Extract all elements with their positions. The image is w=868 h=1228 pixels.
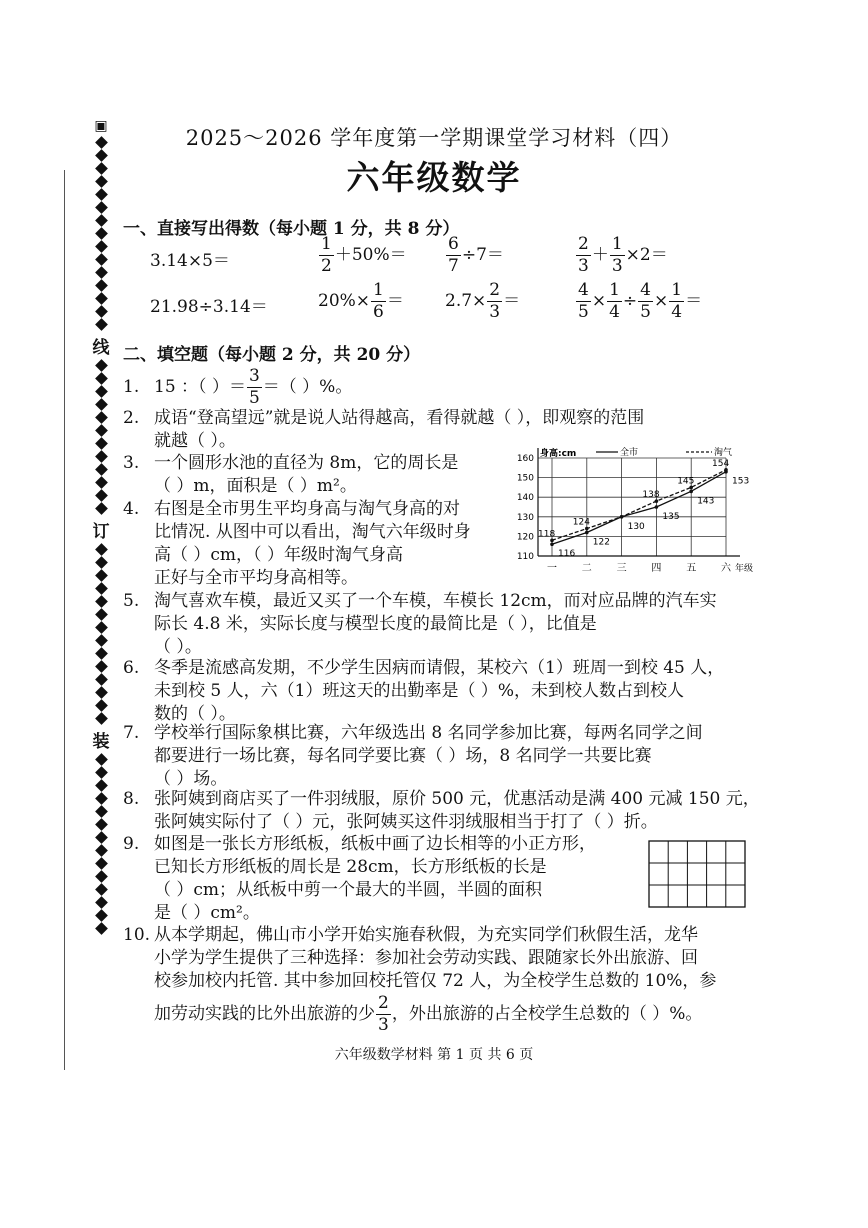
binding-diamond — [95, 437, 108, 450]
binding-margin — [90, 118, 112, 937]
binding-diamond — [95, 608, 108, 621]
question-text: 冬季是流感高发期，不少学生因病而请假，某校六（1）班周一到校 45 人， 未到校 5 人，六（1）班这天的出勤率是（ ）%，未到校人数占到校人 数的（ ）。 — [154, 658, 725, 724]
binding-diamond — [95, 411, 108, 424]
fraction: $\frac{2}{3}$ — [378, 993, 389, 1035]
question-10 — [123, 924, 783, 1036]
fraction: $\frac{1}{4}$ — [671, 280, 683, 322]
chart-point — [550, 542, 554, 546]
fraction: $\frac{1}{3}$ — [611, 234, 623, 276]
question-text: 右图是全市男生平均身高与淘气身高的对 比情况. 从图中可以看出，淘气六年级时身 高（ ）cm，（ ）年级时淘气身高 正好与全市平均身高相等。 — [154, 499, 471, 588]
binding-diamond — [95, 686, 108, 699]
binding-diamond — [95, 543, 108, 556]
question-text: 一个圆形水池的直径为 8m，它的周长是 （ ）m，面积是（ ）m²。 — [154, 453, 459, 496]
binding-char-ding: 订 — [92, 522, 110, 542]
chart-x-tick-label: 六 — [721, 563, 731, 574]
binding-diamond — [95, 805, 108, 818]
binding-diamond — [95, 253, 108, 266]
chart-y-axis-label: 身高:cm — [540, 449, 577, 459]
chart-data-label: 118 — [538, 529, 556, 540]
binding-diamond — [95, 896, 108, 909]
binding-diamond — [95, 201, 108, 214]
binding-diamond — [95, 766, 108, 779]
question-number: 6. — [123, 658, 140, 678]
question-6 — [123, 657, 763, 727]
question-number: 1. — [123, 377, 140, 397]
binding-diamond — [95, 831, 108, 844]
binding-diamond — [95, 318, 108, 331]
chart-data-label: 124 — [572, 517, 590, 528]
chart-data-label: 122 — [592, 537, 610, 548]
question-3 — [123, 452, 523, 500]
binding-diamond — [95, 870, 108, 883]
question-number: 2. — [123, 408, 140, 428]
chart-data-label: 153 — [732, 476, 750, 487]
chart-y-tick-label: 150 — [516, 473, 534, 484]
fraction: $\frac{3}{5}$ — [248, 366, 260, 408]
fraction: $\frac{1}{2}$ — [321, 234, 332, 276]
calc-b3: 2.7× $\frac{2}{3}$ ＝ — [445, 280, 521, 322]
binding-diamond — [95, 502, 108, 515]
question-7 — [123, 722, 763, 792]
chart-point — [585, 531, 589, 535]
binding-diamond — [95, 621, 108, 634]
grid-outer-rect — [649, 841, 745, 907]
book-icon: ▣ — [94, 118, 108, 134]
chart-point — [689, 490, 693, 494]
chart-x-tick-label: 二 — [581, 563, 592, 574]
chart-data-label: 145 — [677, 476, 695, 487]
page-footer: 六年级数学材料 第 1 页 共 6 页 — [334, 1047, 534, 1063]
binding-diamond — [95, 450, 108, 463]
chart-legend-label: 淘气 — [714, 448, 733, 458]
chart-x-tick-label: 四 — [651, 563, 662, 574]
chart-legend-label: 全市 — [620, 448, 639, 458]
fraction: $\frac{6}{7}$ — [448, 234, 459, 276]
chart-data-label: 116 — [558, 549, 576, 560]
binding-diamond — [95, 883, 108, 896]
question-4 — [123, 498, 523, 592]
question-text: 张阿姨到商店买了一件羽绒服，原价 500 元，优惠活动是满 400 元减 150 元， 张阿姨实际付了（ ）元，张阿姨买这件羽绒服相当于打了（ ）折。 — [154, 789, 760, 832]
binding-diamond — [95, 359, 108, 372]
question-number: 5. — [123, 591, 140, 611]
question-8 — [123, 788, 763, 836]
binding-diamond — [95, 582, 108, 595]
calc-a1: 3.14×5＝ — [150, 251, 230, 271]
question-text: 从本学期起，佛山市小学开始实施春秋假，为充实同学们秋假生活，龙华 小学为学生提供了三种选择：参加社会劳动实践、跟随家长外出旅游、回 校参加校内托管. 其中参加回校托管仅 72 人，为全校学生总数的 10%，参 加劳动实践的比外出旅游的少 $\frac{2}{3}$ ，外出旅游的占全校学生总数的（ ）%。 — [154, 925, 717, 1035]
binding-diamond — [95, 489, 108, 502]
calc-b4: $\frac{4}{5}$ × $\frac{1}{4}$ ÷ $\frac{4}{5}$ × $\frac{1}{4}$ ＝ — [578, 280, 703, 322]
binding-diamond — [95, 292, 108, 305]
fraction: $\frac{4}{5}$ — [640, 280, 651, 322]
binding-diamond — [95, 779, 108, 792]
binding-diamonds-mid2 — [90, 545, 112, 723]
binding-diamonds-bot — [90, 755, 112, 933]
binding-diamond — [95, 922, 108, 935]
binding-diamond — [95, 569, 108, 582]
binding-diamond — [95, 305, 108, 318]
binding-diamond — [95, 214, 108, 227]
binding-line-left — [64, 170, 65, 1070]
binding-diamond — [95, 844, 108, 857]
binding-diamond — [95, 463, 108, 476]
chart-x-tick-label: 一 — [547, 563, 557, 574]
chart-data-label: 154 — [712, 458, 730, 469]
binding-diamond — [95, 660, 108, 673]
section1-heading: 一、直接写出得数（每小题 1 分，共 8 分） — [123, 219, 460, 239]
binding-diamond — [95, 699, 108, 712]
chart-x-axis-label: 年级 — [734, 564, 754, 574]
question-number: 10. — [123, 925, 151, 945]
calc-b2: 20%× $\frac{1}{6}$ ＝ — [318, 280, 404, 322]
binding-diamond — [95, 634, 108, 647]
paper-title: 2025～2026 学年度第一学期课堂学习材料（四） — [185, 126, 683, 150]
binding-diamond — [95, 595, 108, 608]
rectangle-grid-figure — [648, 840, 746, 908]
question-1 — [123, 368, 763, 408]
question-9 — [123, 833, 643, 927]
question-number: 8. — [123, 789, 140, 809]
calc-b1: 21.98÷3.14＝ — [150, 297, 268, 317]
binding-diamond — [95, 398, 108, 411]
binding-diamond — [95, 792, 108, 805]
chart-point — [620, 515, 624, 519]
chart-data-label: 143 — [697, 496, 715, 507]
height-line-chart — [508, 444, 756, 580]
binding-diamond — [95, 240, 108, 253]
question-text: 学校举行国际象棋比赛，六年级选出 8 名同学参加比赛，每两名同学之间 都要进行一场比赛，每名同学要比赛（ ）场，8 名同学一共要比赛 （ ）场。 — [154, 723, 703, 789]
binding-diamond — [95, 647, 108, 660]
binding-diamond — [95, 424, 108, 437]
question-number: 4. — [123, 499, 140, 519]
binding-diamond — [95, 372, 108, 385]
chart-y-tick-label: 120 — [516, 532, 534, 543]
binding-diamond — [95, 476, 108, 489]
question-text: 成语“登高望远”就是说人站得越高，看得就越（ ），即观察的范围 就越（ ）。 — [154, 408, 645, 451]
calc-a3: $\frac{6}{7}$ ÷7＝ — [448, 234, 504, 276]
calc-a4: $\frac{2}{3}$ ＋ $\frac{1}{3}$ ×2＝ — [578, 234, 668, 276]
section2-heading: 二、填空题（每小题 2 分，共 20 分） — [123, 345, 421, 365]
binding-diamond — [95, 227, 108, 240]
binding-diamond — [95, 857, 108, 870]
chart-y-tick-label: 160 — [516, 454, 534, 464]
binding-diamond — [95, 909, 108, 922]
chart-x-tick-label: 五 — [686, 563, 697, 574]
question-5 — [123, 590, 763, 660]
fraction: $\frac{1}{4}$ — [609, 280, 620, 322]
fraction: $\frac{2}{3}$ — [489, 280, 501, 322]
chart-x-tick-label: 三 — [616, 563, 627, 574]
chart-point — [655, 505, 659, 509]
calc-a2: $\frac{1}{2}$ ＋50%＝ — [321, 234, 407, 276]
binding-diamond — [95, 385, 108, 398]
binding-diamond — [95, 753, 108, 766]
paper-subtitle: 六年级数学 — [346, 158, 522, 197]
question-text: 15 ：（ ）＝ $\frac{3}{5}$ ＝（ ）%。 — [154, 366, 353, 408]
fraction: $\frac{2}{3}$ — [578, 234, 589, 276]
question-text: 淘气喜欢车模，最近又买了一个车模，车模长 12cm，而对应品牌的汽车实 际长 4.8 米，实际长度与模型长度的最简比是（ ），比值是 （ ）。 — [154, 591, 717, 657]
binding-char-xian: 线 — [92, 338, 110, 358]
binding-diamond — [95, 712, 108, 725]
binding-diamond — [95, 818, 108, 831]
chart-data-label: 130 — [627, 521, 645, 532]
binding-diamond — [95, 279, 108, 292]
chart-y-tick-label: 140 — [516, 493, 534, 504]
chart-data-label: 135 — [662, 512, 680, 522]
fraction: $\frac{1}{6}$ — [373, 280, 384, 322]
question-number: 9. — [123, 834, 140, 854]
chart-y-tick-label: 130 — [516, 512, 534, 523]
chart-y-tick-label: 110 — [516, 552, 534, 562]
question-number: 3. — [123, 453, 140, 473]
binding-diamond — [95, 266, 108, 279]
fraction: $\frac{4}{5}$ — [578, 280, 589, 322]
binding-diamond — [95, 673, 108, 686]
question-text: 如图是一张长方形纸板，纸板中画了边长相等的小正方形， 已知长方形纸板的周长是 28cm，长方形纸板的长是 （ ）cm；从纸板中剪一个最大的半圆，半圆的面积 是（ ）cm²。 — [154, 834, 596, 923]
binding-char-zhuang: 装 — [92, 732, 110, 752]
binding-diamonds-mid — [90, 361, 112, 513]
question-number: 7. — [123, 723, 140, 743]
chart-data-label: 138 — [642, 490, 660, 501]
binding-diamond — [95, 556, 108, 569]
